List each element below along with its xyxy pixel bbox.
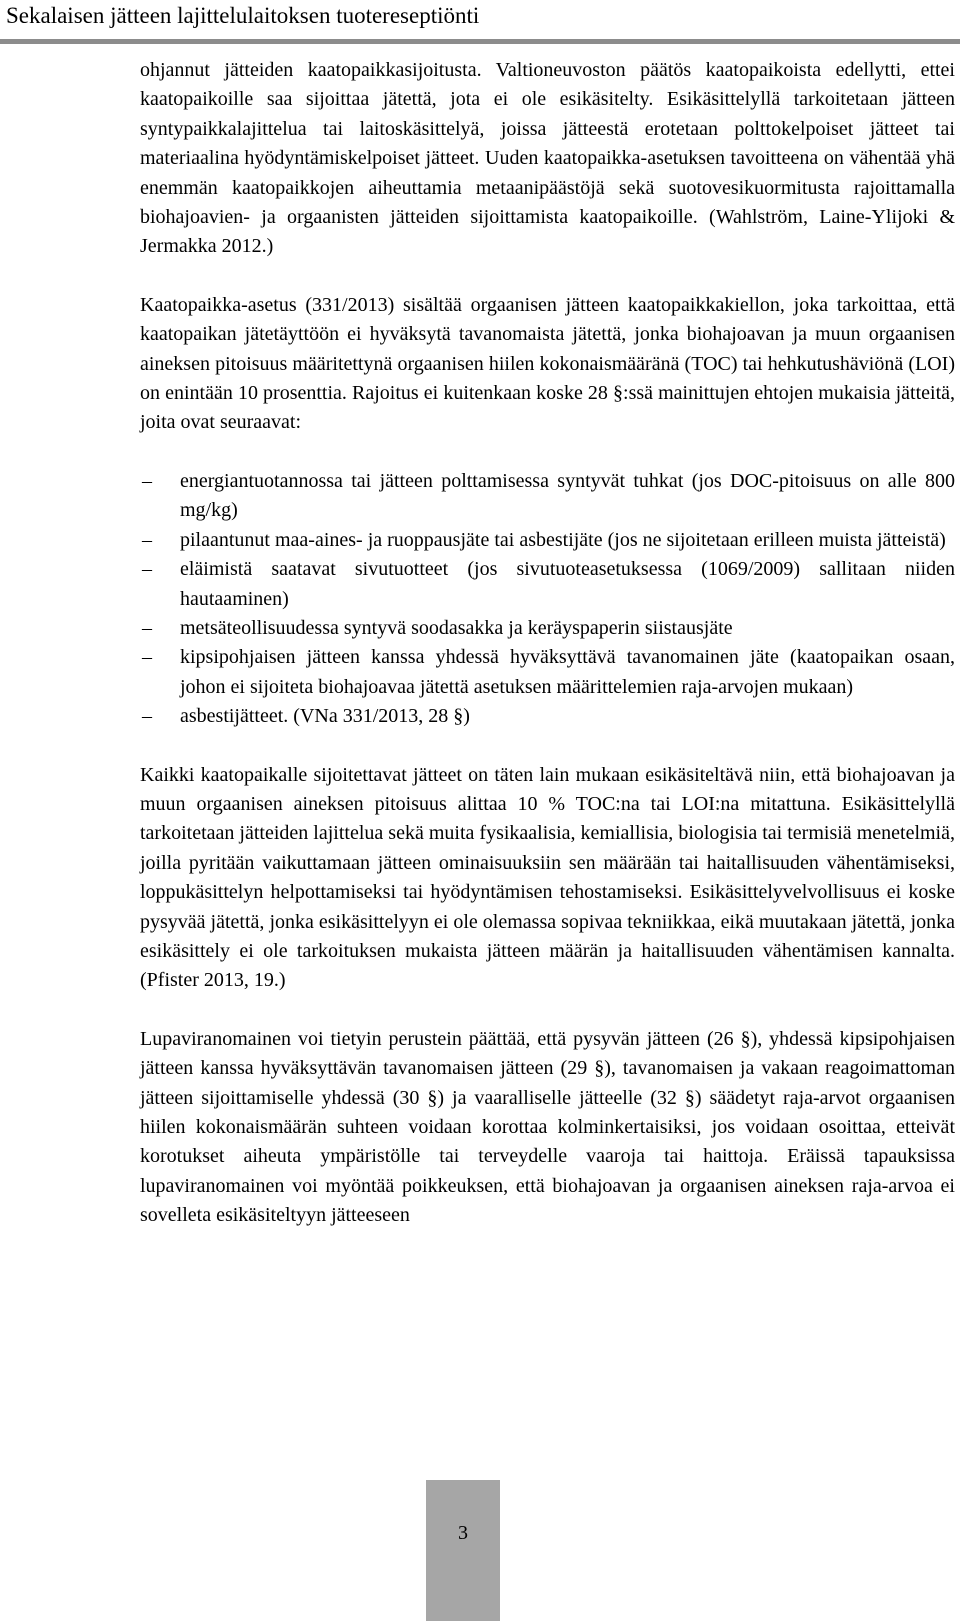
- list-item-text: metsäteollisuudessa syntyvä soodasakka ja keräyspaperin siistausjäte: [180, 616, 733, 639]
- dash-bullet-icon: –: [142, 558, 152, 581]
- page-number: 3: [458, 1522, 468, 1544]
- list-item-text: asbestijätteet. (VNa 331/2013, 28 §): [180, 705, 470, 728]
- list-item-text: kipsipohjaisen jätteen kanssa yhdessä hyväksyttävä tavanomainen jäte (kaatopaikan osaan, johon ei sijoiteta biohajoavaa jätettä asetuksen määrittelemien raja-arvojen mukaan): [180, 646, 955, 698]
- list-item-text: energiantuotannossa tai jätteen polttamisessa syntyvät tuhkat (jos DOC-pitoisuus on alle 800 mg/kg): [180, 469, 955, 522]
- list-item: [140, 643, 955, 702]
- list-item: [140, 702, 955, 731]
- dash-bullet-icon: –: [142, 528, 152, 551]
- page-header: [0, 0, 960, 44]
- list-item-text: eläimistä saatavat sivutuotteet (jos sivutuoteasetuksessa (1069/2009) sallitaan niiden hautaaminen): [180, 558, 955, 610]
- paragraph-pretreatment: Kaikki kaatopaikalle sijoitettavat jätteet on täten lain mukaan esikäsiteltävä niin, että biohajoavan ja muun orgaanisen aineksen pitoisuus alittaa 10 % TOC:na tai LOI:na mitattuna. Esikäsittelyllä tarkoitetaan jätteiden lajittelua sekä muita fysikaalisia, kemiallisia, biologisia tai termisiä menetelmiä, joilla pyritään vaikuttamaan jätteen ominaisuuksiin sen määrään tai haitallisuuden vähentämiseksi, loppukäsittelyn helpottamiseksi tai hyödyntämisen tehostamiseksi. Esikäsittelyvelvollisuus ei koske pysyvää jätettä, jonka esikäsittelyyn ei ole olemassa sopivaa tekniikkaa, eikä muutakaan jätettä, jonka esikäsittely ei ole tarkoituksen mukaista jätteen määrän ja haitallisuuden vähentämisen kannalta. (Pfister 2013, 19.): [140, 763, 955, 992]
- list-item-text: pilaantunut maa-aines- ja ruoppausjäte tai asbestijäte (jos ne sijoitetaan erilleen muista jätteistä): [180, 528, 946, 551]
- list-item: [140, 526, 955, 555]
- list-item: [140, 467, 955, 526]
- list-item: [140, 555, 955, 614]
- exception-list: [140, 467, 955, 732]
- paragraph-landfill-decree: Kaatopaikka-asetus (331/2013) sisältää orgaanisen jätteen kaatopaikkakiellon, joka tarkoittaa, että kaatopaikan jätetäyttöön ei hyväksytä tavanomaista jätettä, jonka biohajoavan ja muun orgaanisen aineksen pitoisuus määritettynä orgaanisen hiilen kokonaismääränä (TOC) tai hehkutushäviönä (LOI) on enintään 10 prosenttia. Rajoitus ei kuitenkaan koske 28 §:ssä mainittujen ehtojen mukaisia jätteitä, joita ovat seuraavat:: [140, 293, 955, 434]
- page-number-tab: [426, 1480, 500, 1621]
- page-body: [140, 56, 955, 1231]
- paragraph-permit-authority: Lupaviranomainen voi tietyin perustein päättää, että pysyvän jätteen (26 §), yhdessä kipsipohjaisen jätteen kanssa hyväksyttävän tavanomaisen jätteen (29 §), tavanomaisen ja vakaan reagoimattoman jätteen sijoittamiselle yhdessä (30 §) ja vaaralliselle jätteelle (32 §) säädetyt raja-arvot orgaanisen hiilen kokonaismäärän suhteen voidaan korottaa kolminkertaisiksi, jos voidaan osoittaa, etteivät korotukset aiheuta ympäristölle tai terveydelle vaaroja tai haittoja. Eräissä tapauksissa lupaviranomainen voi myöntää poikkeuksen, että biohajoavan ja orgaanisen aineksen raja-arvoa ei sovelleta esikäsiteltyyn jätteeseen: [140, 1027, 955, 1227]
- document-title: Sekalaisen jätteen lajittelulaitoksen tuotereseptiönti: [6, 3, 480, 28]
- list-item: [140, 614, 955, 643]
- dash-bullet-icon: –: [142, 469, 152, 492]
- dash-bullet-icon: –: [142, 705, 152, 728]
- paragraph-landfill-history: ohjannut jätteiden kaatopaikkasijoitusta. Valtioneuvoston päätös kaatopaikoista edellytti, ettei kaatopaikoille saa sijoittaa jätettä, jota ei ole esikäsitelty. Esikäsittelyllä tarkoitetaan jätteen syntypaikkalajittelua tai laitoskäsittelyä, joissa jätteestä erotetaan polttokelpoiset jätteet tai materiaalina hyödyntämiskelpoiset jätteet. Uuden kaatopaikka-asetuksen tavoitteena on vähentää yhä enemmän kaatopaikkojen aiheuttamia metaanipäästöjä sekä suotovesikuormitusta rajoittamalla biohajoavien- ja orgaanisten jätteiden sijoittamista kaatopaikoille. (Wahlström, Laine-Ylijoki & Jermakka 2012.): [140, 59, 955, 258]
- dash-bullet-icon: –: [142, 616, 152, 639]
- dash-bullet-icon: –: [142, 646, 152, 669]
